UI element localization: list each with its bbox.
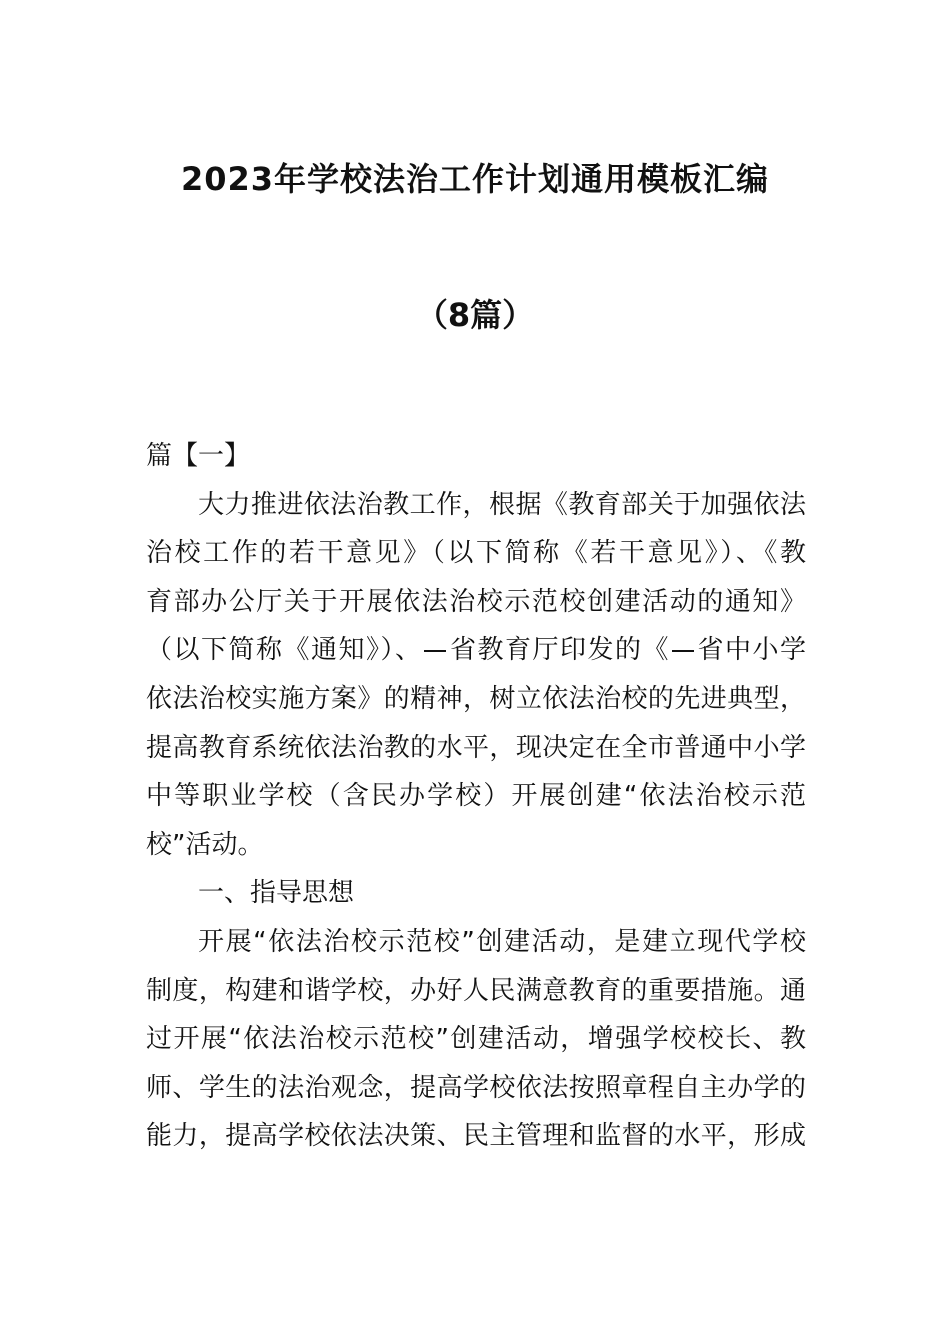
fill-in-blank bbox=[672, 650, 694, 652]
document-subtitle: （8篇） bbox=[415, 296, 535, 334]
section-heading: 一、指导思想 bbox=[198, 878, 355, 909]
paragraph-segment: （以下简称《通知》）、 bbox=[146, 635, 423, 666]
paragraph-line: 提高教育系统依法治教的水平，现决定在全市普通中小学 bbox=[146, 732, 806, 763]
paragraph-line: 过开展“依法治校示范校”创建活动，增强学校校长、教 bbox=[146, 1024, 806, 1055]
section-label: 篇【一】 bbox=[146, 441, 251, 471]
paragraph-line: 开展“依法治校示范校”创建活动，是建立现代学校 bbox=[198, 926, 806, 957]
paragraph-segment: 省中小学 bbox=[695, 635, 806, 666]
paragraph-line: 能力，提高学校依法决策、民主管理和监督的水平，形成 bbox=[146, 1121, 806, 1152]
paragraph-line: 大力推进依法治教工作，根据《教育部关于加强依法 bbox=[198, 489, 806, 520]
document-title: 2023年学校法治工作计划通用模板汇编 bbox=[180, 160, 770, 198]
paragraph-line: 师、学生的法治观念，提高学校依法按照章程自主办学的 bbox=[146, 1072, 806, 1103]
paragraph-line: 校”活动。 bbox=[146, 829, 264, 860]
document-body bbox=[146, 432, 806, 1161]
fill-in-blank bbox=[424, 650, 446, 652]
paragraph-line: 育部办公厅关于开展依法治校示范校创建活动的通知》 bbox=[146, 586, 806, 617]
paragraph-line: 治校工作的若干意见》（以下简称《若干意见》）、《教 bbox=[146, 538, 806, 569]
paragraph-segment: 省教育厅印发的《 bbox=[448, 635, 670, 666]
paragraph-line bbox=[146, 626, 806, 675]
paragraph-line: 中等职业学校（含民办学校）开展创建“依法治校示范 bbox=[146, 781, 806, 812]
paragraph-line: 制度，构建和谐学校，办好人民满意教育的重要措施。通 bbox=[146, 975, 806, 1006]
paragraph-line: 依法治校实施方案》的精神，树立依法治校的先进典型， bbox=[146, 683, 806, 714]
